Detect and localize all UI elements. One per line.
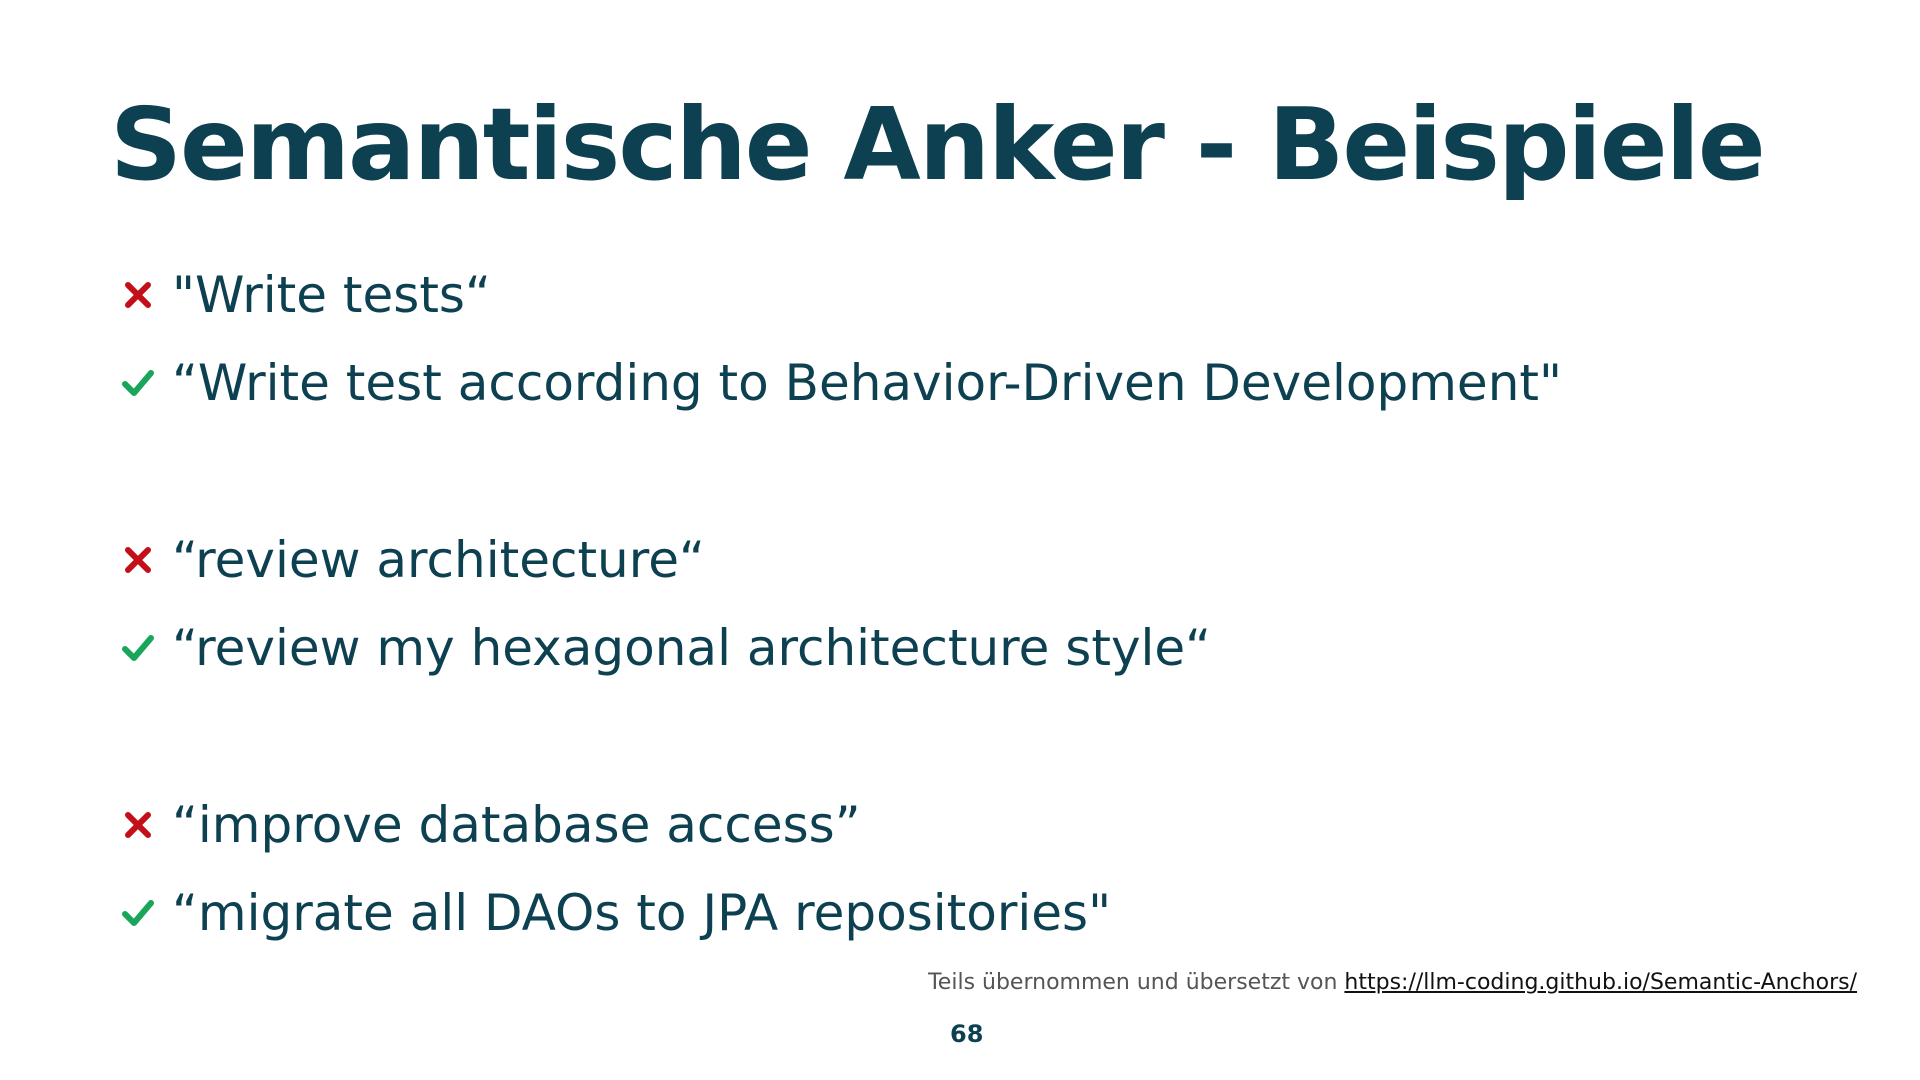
cross-icon bbox=[118, 805, 158, 845]
example-text: “migrate all DAOs to JPA repositories" bbox=[172, 884, 1112, 942]
check-icon bbox=[118, 893, 158, 933]
example-text: “Write test according to Behavior-Driven Development" bbox=[172, 354, 1562, 412]
example-text: “review my hexagonal architecture style“ bbox=[172, 619, 1212, 677]
check-icon bbox=[118, 628, 158, 668]
example-text: “improve database access” bbox=[172, 796, 861, 854]
example-text: "Write tests“ bbox=[172, 266, 491, 324]
bad-example-1 bbox=[118, 265, 491, 325]
good-example-1 bbox=[118, 353, 1562, 413]
source-footnote bbox=[928, 970, 1857, 995]
page-number: 68 bbox=[950, 1020, 984, 1048]
good-example-3 bbox=[118, 883, 1111, 943]
example-text: “review architecture“ bbox=[172, 531, 705, 589]
bad-example-3 bbox=[118, 795, 861, 855]
slide-title: Semantische Anker - Beispiele bbox=[110, 86, 1764, 203]
footnote-prefix: Teils übernommen und übersetzt von bbox=[928, 970, 1338, 995]
good-example-2 bbox=[118, 618, 1211, 678]
source-link[interactable]: https://llm-coding.github.io/Semantic-Anchors/ bbox=[1344, 970, 1857, 995]
cross-icon bbox=[118, 540, 158, 580]
bad-example-2 bbox=[118, 530, 705, 590]
check-icon bbox=[118, 363, 158, 403]
cross-icon bbox=[118, 275, 158, 315]
